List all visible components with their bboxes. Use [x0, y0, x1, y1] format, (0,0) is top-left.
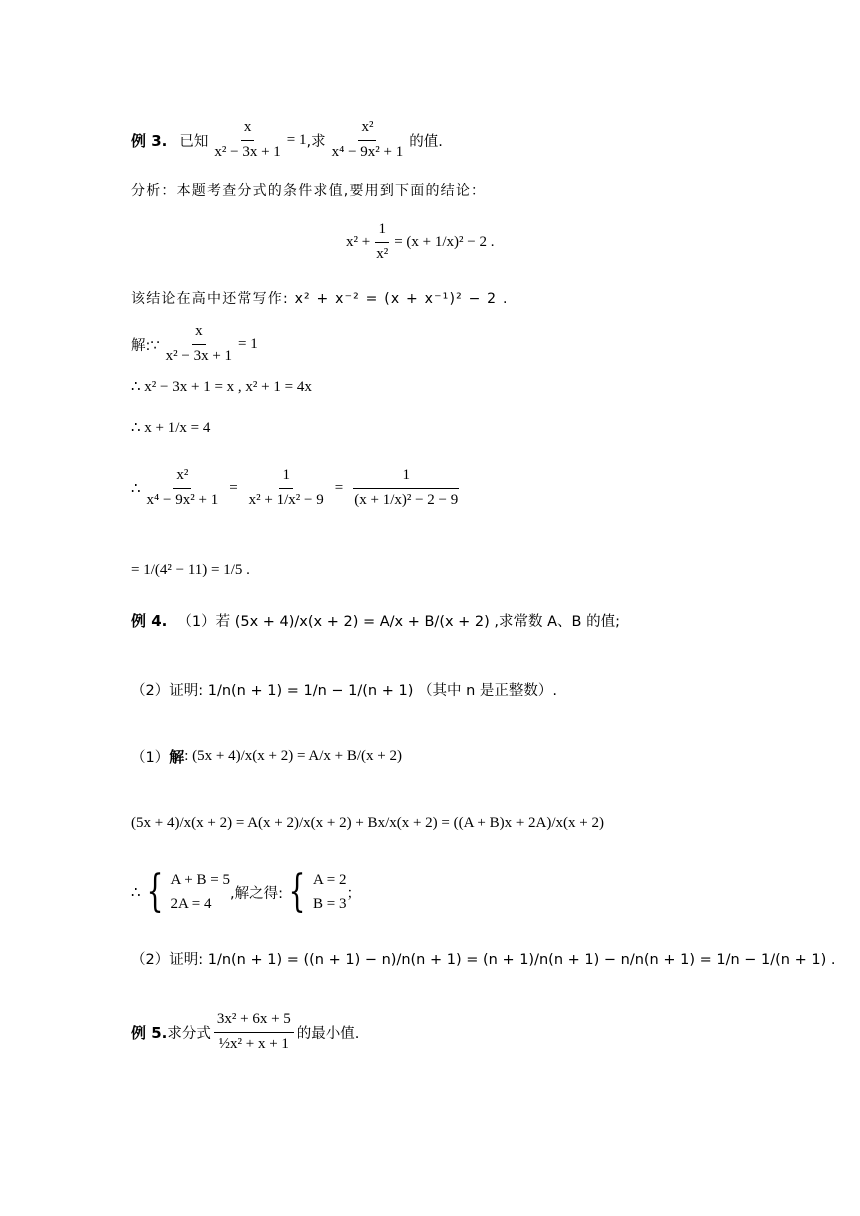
line4-den-2: x² + 1/x² − 9: [248, 492, 324, 508]
example-3-label: 例 3.: [131, 131, 168, 150]
analysis-note-text: 该结论在高中还常写作: x² + x⁻² = (x + x⁻¹)² − 2 .: [131, 291, 509, 307]
ask-fraction: [329, 118, 407, 162]
solution-3-line-5: [131, 562, 250, 579]
example-4-label: 例 4.: [131, 612, 168, 630]
solution-3-line-1: [131, 322, 258, 366]
ask-text: ,求: [306, 133, 326, 150]
solution-fraction-den: x² − 3x + 1: [165, 348, 233, 364]
given-numerator: x: [241, 118, 255, 141]
example-4-q1-text: （1）若 (5x + 4)/x(x + 2) = A/x + B/(x + 2) ,求常数 A、B 的值;: [177, 614, 620, 630]
solution-fraction: [163, 322, 235, 366]
line4-num-3: 1: [353, 466, 459, 489]
line4-den-3: (x + 1/x)² − 2 − 9: [354, 492, 459, 508]
therefore-symbol-2: ∴: [131, 884, 141, 901]
analysis-text: 分析：本题考查分式的条件求值,要用到下面的结论：: [131, 183, 487, 199]
ask-numerator: x²: [358, 118, 376, 141]
system-2-eq-2: B = 3: [312, 896, 347, 912]
example-5-text: 求分式: [167, 1025, 211, 1042]
formula-fraction-den: x²: [376, 246, 389, 262]
ask-tail: 的值.: [409, 133, 443, 150]
analysis-formula: [346, 220, 495, 264]
example-5-label: 例 5.: [131, 1023, 168, 1042]
solution-3-line-3: [131, 418, 210, 437]
system-2-eq-1: A = 2: [312, 872, 347, 888]
solution-line-2-text: ∴ x² − 3x + 1 = x , x² + 1 = 4x: [131, 379, 312, 395]
formula-lhs: x² +: [346, 233, 371, 250]
given-denominator: x² − 3x + 1: [214, 144, 281, 160]
line4-fraction-2: [246, 466, 327, 510]
analysis-line: [131, 180, 486, 200]
equation-system-1: [171, 868, 230, 916]
example-5-fraction: [214, 1010, 294, 1054]
given-text: 已知: [179, 133, 209, 150]
solution-4-text: （2）证明: 1/n(n + 1) = ((n + 1) − n)/n(n + 1) = (n + 1)/n(n + 1) − n/n(n + 1) = 1/n − 1/(n + 1) .: [131, 952, 836, 968]
solution-3-line-2: [131, 377, 312, 396]
solve-text: ,解之得:: [229, 885, 283, 902]
example-5-tail: 的最小值.: [296, 1025, 360, 1042]
semicolon: ；: [346, 885, 361, 902]
left-brace-2: {: [288, 866, 306, 917]
given-rhs: = 1: [286, 131, 307, 148]
analysis-note: [131, 288, 509, 308]
example-5-denominator: ½x² + x + 1: [218, 1036, 289, 1052]
solution-line-3-text: ∴ x + 1/x = 4: [131, 420, 211, 436]
equation-system-2: [313, 868, 346, 916]
line4-fraction-1: [144, 466, 222, 510]
solution-3-line-4: ∴ $\frac{\text{x²}}{\text{x⁴ − 9x² + 1}}$ = $\frac{1}{\text{x² + 1/x² − 9}}$ = $\frac{1}{\text{(x + 1/x)² − 2 − 9}}$: [131, 466, 464, 510]
example-4-solution-2: [131, 815, 604, 832]
example-5-numerator: 3x² + 6x + 5: [214, 1010, 294, 1033]
solution-1-prefix: （1）: [131, 750, 170, 766]
example-4-question-1: [131, 610, 620, 631]
example-4-solution-4: [131, 948, 835, 969]
example-4-question-2: [131, 679, 557, 700]
solution-1-label: 解: [169, 748, 185, 766]
therefore-symbol: ∴: [131, 480, 141, 497]
example-3-question: [131, 118, 443, 162]
line4-num-1: x²: [173, 466, 191, 489]
formula-fraction-num: 1: [375, 220, 389, 243]
example-4-q2-text: （2）证明: 1/n(n + 1) = 1/n − 1/(n + 1) （其中 n 是正整数）.: [131, 683, 557, 699]
example-4-solution-1: [131, 746, 402, 767]
solution-fraction-num: x: [192, 322, 206, 345]
system-1-eq-1: A + B = 5: [170, 872, 230, 888]
example-5-question: [131, 1010, 359, 1054]
solution-prefix: 解:∵: [131, 337, 160, 354]
solution-rhs: = 1: [238, 335, 258, 352]
solution-line-5-text: = 1/(4² − 11) = 1/5 .: [131, 562, 250, 578]
formula-rhs: = (x + 1/x)² − 2 .: [394, 233, 495, 250]
solution-2-text: (5x + 4)/x(x + 2) = A(x + 2)/x(x + 2) + Bx/x(x + 2) = ((A + B)x + 2A)/x(x + 2): [131, 815, 604, 831]
formula-fraction: [373, 220, 391, 264]
left-brace: {: [146, 866, 163, 917]
line4-den-1: x⁴ − 9x² + 1: [146, 492, 219, 508]
example-4-solution-3: [131, 868, 361, 916]
system-1-eq-2: 2A = 4: [170, 896, 212, 912]
line4-num-2: 1: [279, 466, 293, 489]
line4-fraction-3: [351, 466, 461, 510]
solution-1-text: : (5x + 4)/x(x + 2) = A/x + B/(x + 2): [184, 748, 402, 764]
given-fraction: [211, 118, 283, 162]
ask-denominator: x⁴ − 9x² + 1: [331, 144, 404, 160]
